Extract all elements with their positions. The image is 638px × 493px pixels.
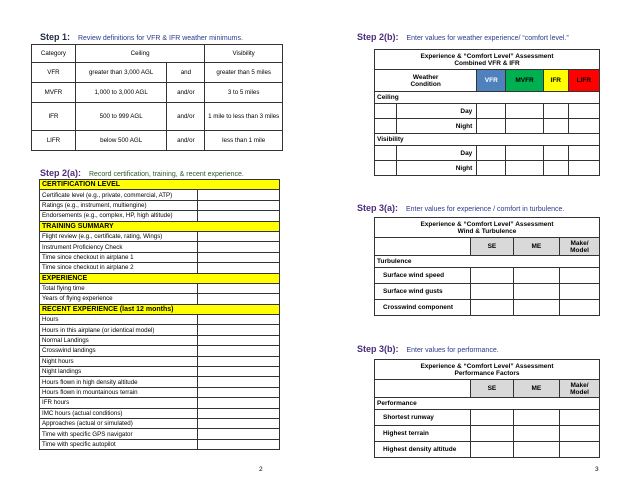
entry-field[interactable]: [198, 242, 280, 252]
col-make-model: [560, 238, 600, 256]
step-1-heading: [40, 32, 243, 42]
step-3b-label: Step 3(b):: [357, 344, 399, 354]
row-label: Time with specific GPS navigator: [40, 429, 198, 439]
col-vfr: VFR: [477, 70, 506, 92]
entry-field[interactable]: [477, 161, 506, 176]
col-se: SE: [471, 380, 514, 398]
entry-field[interactable]: [543, 146, 568, 161]
category-cell: IFR: [32, 103, 76, 131]
condition-line-2: Condition: [410, 80, 441, 88]
empty-header-cell: [375, 380, 471, 398]
entry-field[interactable]: [198, 263, 280, 273]
entry-field[interactable]: [560, 426, 600, 442]
section-experience: EXPERIENCE: [40, 273, 280, 283]
visibility-cell: less than 1 mile: [205, 131, 283, 151]
condition-line-1: Weather: [412, 73, 439, 81]
col-make-model: [560, 380, 600, 398]
category-cell: LIFR: [32, 131, 76, 151]
indent-spacer: [375, 119, 397, 134]
table-row: [32, 131, 283, 151]
row-label: Flight review (e.g., certificate, rating, Wings): [40, 231, 198, 241]
indent-spacer: [375, 161, 397, 176]
entry-field[interactable]: [506, 161, 544, 176]
entry-field[interactable]: [471, 426, 514, 442]
entry-field[interactable]: [198, 408, 280, 418]
page-number-left: 2: [259, 466, 263, 473]
entry-field[interactable]: [198, 190, 280, 200]
entry-field[interactable]: [198, 211, 280, 221]
entry-field[interactable]: [198, 252, 280, 262]
row-label: Hours: [40, 315, 198, 325]
table-title: [375, 360, 600, 380]
step-1-label: Step 1:: [40, 32, 71, 42]
entry-field[interactable]: [198, 346, 280, 356]
row-label: Hours flown in high density altitude: [40, 377, 198, 387]
entry-field[interactable]: [198, 315, 280, 325]
page-number-right: 3: [595, 466, 599, 473]
step-2b-heading: [357, 32, 569, 42]
row-label: Shortest runway: [375, 410, 471, 426]
entry-field[interactable]: [568, 104, 599, 119]
table-row: [32, 63, 283, 83]
ceiling-cell: 1,000 to 3,000 AGL: [75, 83, 167, 103]
entry-field[interactable]: [568, 146, 599, 161]
col-ifr: IFR: [543, 70, 568, 92]
entry-field[interactable]: [560, 268, 600, 284]
row-label: Time since checkout in airplane 2: [40, 263, 198, 273]
conjunction-cell: and/or: [167, 103, 205, 131]
entry-field[interactable]: [198, 231, 280, 241]
row-label: Hours in this airplane (or identical model): [40, 325, 198, 335]
row-label: Certificate level (e.g., private, commercial, ATP): [40, 190, 198, 200]
header-ceiling: Ceiling: [75, 45, 204, 63]
title-line-1: Experience & “Comfort Level” Assessment: [420, 52, 554, 60]
ceiling-cell: 500 to 999 AGL: [75, 103, 167, 131]
step-2a-text: Record certification, training, & recent experience.: [88, 171, 244, 178]
step-2b-text: Enter values for weather experience/ “comfort level.”: [406, 35, 569, 42]
row-night: Night: [397, 119, 477, 134]
entry-field[interactable]: [471, 442, 514, 458]
entry-field[interactable]: [560, 442, 600, 458]
visibility-cell: greater than 5 miles: [205, 63, 283, 83]
entry-field[interactable]: [471, 410, 514, 426]
entry-field[interactable]: [198, 356, 280, 366]
entry-field[interactable]: [506, 146, 544, 161]
entry-field[interactable]: [198, 367, 280, 377]
row-performance: Performance: [375, 398, 600, 410]
entry-field[interactable]: [198, 294, 280, 304]
row-label: Night hours: [40, 356, 198, 366]
title-line-2: Wind & Turbulence: [457, 227, 517, 235]
row-label: Approaches (actual or simulated): [40, 418, 198, 428]
row-label: Endorsements (e.g., complex, HP, high altitude): [40, 211, 198, 221]
conjunction-cell: and/or: [167, 131, 205, 151]
row-label: Night landings: [40, 367, 198, 377]
header-visibility: Visibility: [205, 45, 283, 63]
header-category: Category: [32, 45, 76, 63]
step-2a-heading: [40, 168, 244, 178]
row-label: IFR hours: [40, 398, 198, 408]
step-3b-text: Enter values for performance.: [406, 347, 499, 354]
entry-field[interactable]: [471, 268, 514, 284]
entry-field[interactable]: [477, 104, 506, 119]
entry-field[interactable]: [198, 200, 280, 210]
row-label: Total flying time: [40, 283, 198, 293]
step-3a-text: Enter values for experience / comfort in turbulence.: [405, 206, 565, 213]
empty-header-cell: [375, 238, 471, 256]
row-label: Surface wind gusts: [375, 284, 471, 300]
section-training-summary: TRAINING SUMMARY: [40, 221, 280, 231]
col-me: ME: [513, 380, 559, 398]
visibility-cell: 3 to 5 miles: [205, 83, 283, 103]
weather-minimums-table: [31, 44, 283, 151]
table-row: [32, 83, 283, 103]
ceiling-cell: greater than 3,000 AGL: [75, 63, 167, 83]
weather-comfort-table: [374, 49, 600, 176]
row-visibility: Visibility: [375, 134, 600, 146]
row-label: Highest terrain: [375, 426, 471, 442]
entry-field[interactable]: [471, 300, 514, 316]
section-certification-level: CERTIFICATION LEVEL: [40, 180, 280, 190]
entry-field[interactable]: [568, 161, 599, 176]
conjunction-cell: and: [167, 63, 205, 83]
entry-field[interactable]: [513, 300, 559, 316]
step-3a-heading: [357, 203, 564, 213]
entry-field[interactable]: [543, 104, 568, 119]
row-turbulence: Turbulence: [375, 256, 600, 268]
table-header-row: [32, 45, 283, 63]
entry-field[interactable]: [568, 119, 599, 134]
entry-field[interactable]: [560, 300, 600, 316]
entry-field[interactable]: [513, 426, 559, 442]
title-line-1: Experience & “Comfort Level” Assessment: [420, 220, 554, 228]
entry-field[interactable]: [513, 410, 559, 426]
title-line-2: Performance Factors: [454, 369, 520, 377]
entry-field[interactable]: [506, 104, 544, 119]
row-day: Day: [397, 104, 477, 119]
entry-field[interactable]: [560, 410, 600, 426]
table-title: [375, 218, 600, 238]
entry-field[interactable]: [198, 283, 280, 293]
entry-field[interactable]: [513, 268, 559, 284]
entry-field[interactable]: [506, 119, 544, 134]
weather-condition-header: [375, 70, 477, 92]
row-label: Years of flying experience: [40, 294, 198, 304]
experience-record-table: [39, 179, 280, 450]
category-cell: MVFR: [32, 83, 76, 103]
row-label: Highest density altitude: [375, 442, 471, 458]
step-2b-label: Step 2(b):: [357, 32, 399, 42]
make-model-line-1: Make/: [570, 381, 589, 389]
row-ceiling: Ceiling: [375, 92, 600, 104]
row-label: Crosswind landings: [40, 346, 198, 356]
entry-field[interactable]: [198, 439, 280, 449]
row-night: Night: [397, 161, 477, 176]
make-model-line-1: Make/: [570, 239, 589, 247]
entry-field[interactable]: [198, 398, 280, 408]
entry-field[interactable]: [477, 119, 506, 134]
category-cell: VFR: [32, 63, 76, 83]
entry-field[interactable]: [560, 284, 600, 300]
make-model-line-2: Model: [570, 246, 589, 254]
section-recent-experience: RECENT EXPERIENCE (last 12 months): [40, 304, 280, 314]
row-day: Day: [397, 146, 477, 161]
entry-field[interactable]: [471, 284, 514, 300]
row-label: Ratings (e.g., instrument, multiengine): [40, 200, 198, 210]
row-label: Time since checkout in airplane 1: [40, 252, 198, 262]
row-label: IMC hours (actual conditions): [40, 408, 198, 418]
title-line-2: Combined VFR & IFR: [454, 59, 520, 67]
entry-field[interactable]: [543, 161, 568, 176]
step-3a-label: Step 3(a):: [357, 203, 399, 213]
entry-field[interactable]: [198, 418, 280, 428]
entry-field[interactable]: [198, 335, 280, 345]
entry-field[interactable]: [198, 325, 280, 335]
indent-spacer: [375, 146, 397, 161]
entry-field[interactable]: [543, 119, 568, 134]
row-label: Crosswind component: [375, 300, 471, 316]
conjunction-cell: and/or: [167, 83, 205, 103]
row-label: Time with specific autopilot: [40, 439, 198, 449]
entry-field[interactable]: [477, 146, 506, 161]
row-label: Surface wind speed: [375, 268, 471, 284]
entry-field[interactable]: [198, 429, 280, 439]
table-row: [32, 103, 283, 131]
entry-field[interactable]: [198, 377, 280, 387]
step-1-text: Review definitions for VFR & IFR weather minimums.: [77, 35, 243, 42]
entry-field[interactable]: [198, 387, 280, 397]
make-model-line-2: Model: [570, 388, 589, 396]
row-label: Hours flown in mountainous terrain: [40, 387, 198, 397]
col-mvfr: MVFR: [506, 70, 544, 92]
turbulence-comfort-table: [374, 217, 600, 316]
row-label: Instrument Proficiency Check: [40, 242, 198, 252]
ceiling-cell: below 500 AGL: [75, 131, 167, 151]
row-label: Normal Landings: [40, 335, 198, 345]
indent-spacer: [375, 104, 397, 119]
entry-field[interactable]: [513, 284, 559, 300]
performance-comfort-table: [374, 359, 600, 458]
entry-field[interactable]: [513, 442, 559, 458]
step-3b-heading: [357, 344, 499, 354]
step-2a-label: Step 2(a):: [40, 168, 82, 178]
col-se: SE: [471, 238, 514, 256]
title-line-1: Experience & “Comfort Level” Assessment: [420, 362, 554, 370]
visibility-cell: 1 mile to less than 3 miles: [205, 103, 283, 131]
col-lifr: LIFR: [568, 70, 599, 92]
col-me: ME: [513, 238, 559, 256]
table-title: [375, 50, 600, 70]
